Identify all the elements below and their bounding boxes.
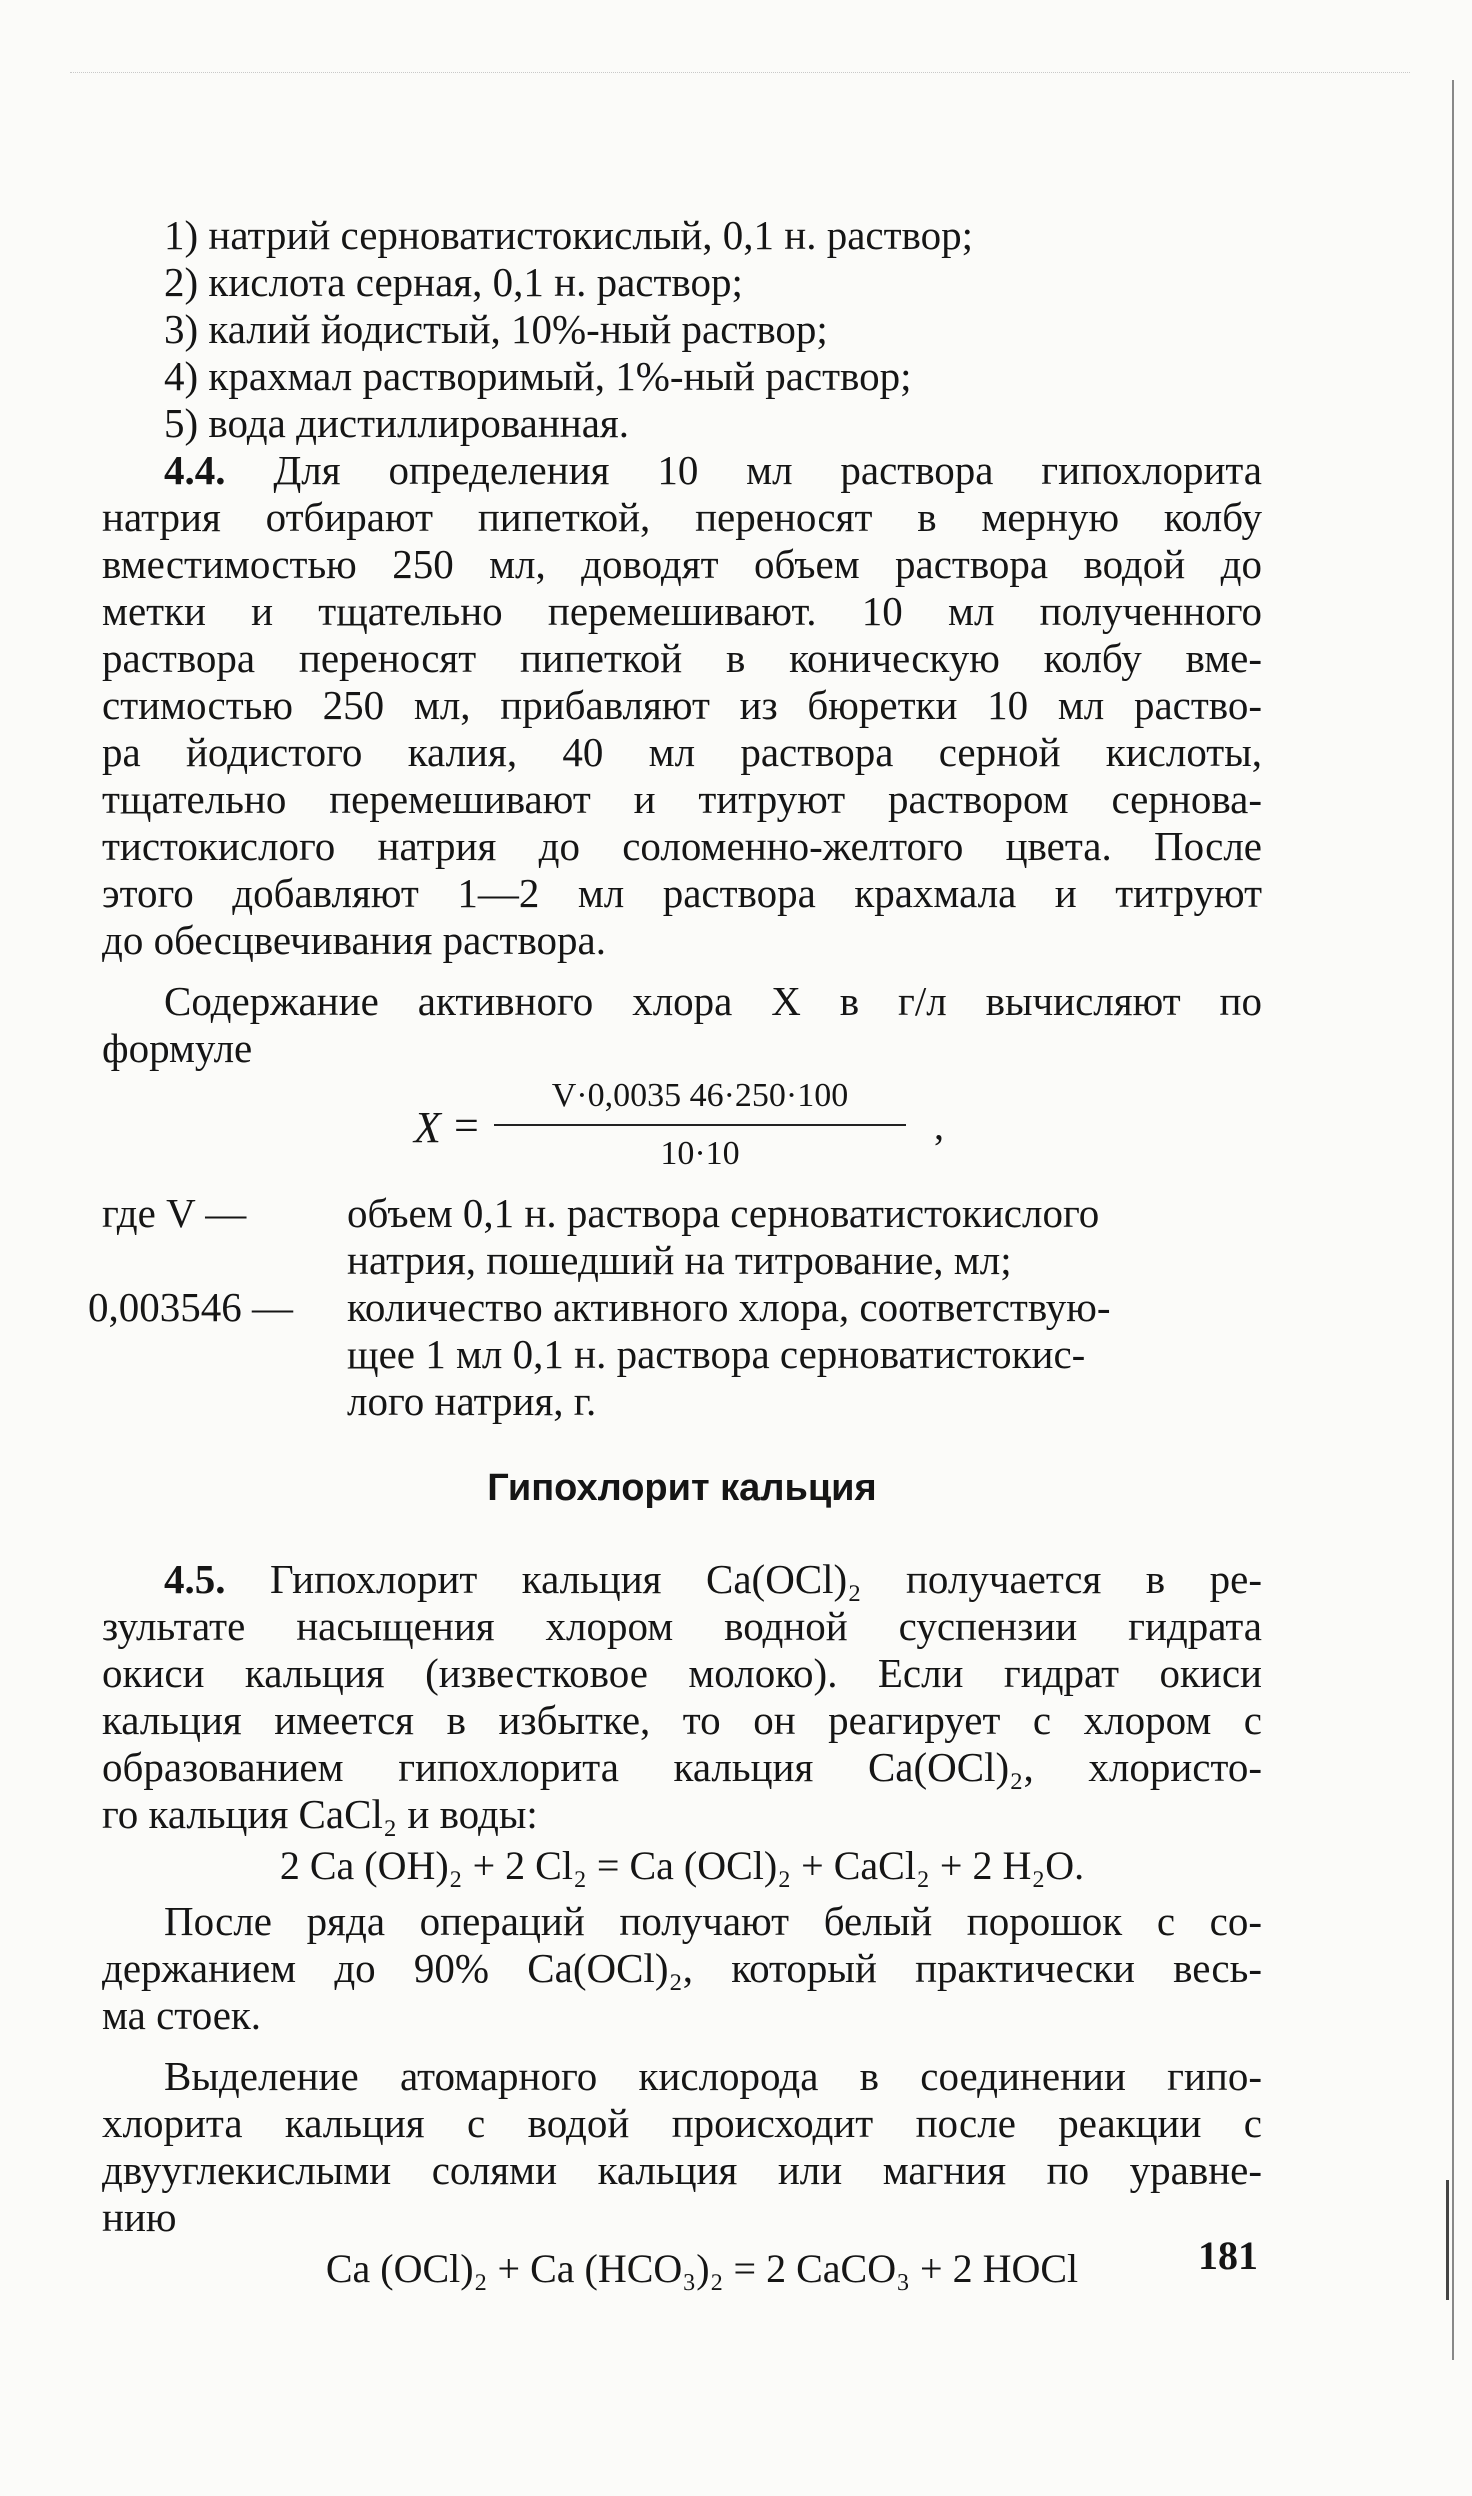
formula-equals: =: [454, 1101, 479, 1150]
section-number: 4.4.: [164, 447, 226, 493]
formula-denominator: 10·10: [660, 1135, 740, 1172]
definition-row: 0,003546 — количество активного хлора, соответствую-: [88, 1284, 1111, 1330]
paragraph-line: Выделение атомарного кислорода в соединении гипо-: [164, 2053, 1262, 2099]
formula-intro-line: формуле: [102, 1025, 253, 1071]
list-item: 3) калий йодистый, 10%-ный раствор;: [164, 306, 828, 352]
paragraph-line: хлорита кальция с водой происходит после реакции с: [102, 2100, 1262, 2146]
section-4-4-line: тщательно перемешивают и титруют раствором сернова-: [102, 776, 1262, 822]
page-edge-mark: [1446, 2180, 1449, 2300]
top-dotted-edge: [70, 72, 1410, 73]
section-4-4-line: 4.4. Для определения 10 мл раствора гипохлорита: [164, 447, 1262, 493]
section-4-5-line: зультате насыщения хлором водной суспензии гидрата: [102, 1603, 1262, 1649]
section-4-4-line: вместимостью 250 мл, доводят объем раствора водой до: [102, 541, 1262, 587]
paragraph-line: держанием до 90% Ca(OCl)₂, который практически весь-: [102, 1945, 1262, 1991]
section-number: 4.5.: [164, 1556, 226, 1602]
section-4-5-line: образованием гипохлорита кальция Ca(OCl)₂, хлористо-: [102, 1744, 1262, 1790]
list-item: 4) крахмал растворимый, 1%-ный раствор;: [164, 353, 912, 399]
list-item: 1) натрий серноватистокислый, 0,1 н. раствор;: [164, 212, 973, 258]
list-item: 5) вода дистиллированная.: [164, 400, 630, 446]
section-4-4-line: тистокислого натрия до соломенно-желтого цвета. После: [102, 823, 1262, 869]
reaction-equation: 2 Ca (OH)₂ + 2 Cl₂ = Ca (OCl)₂ + CaCl₂ + 2 H₂O.: [279, 1843, 1085, 1888]
definition-row: где V — объем 0,1 н. раствора серноватистокислого: [102, 1190, 1100, 1236]
section-heading: Гипохлорит кальция: [487, 1467, 877, 1509]
section-4-5-line: 4.5. Гипохлорит кальция Ca(OCl)₂ получается в ре-: [164, 1556, 1262, 1602]
fraction-bar: [494, 1124, 906, 1126]
section-4-5-line: окиси кальция (известковое молоко). Если гидрат окиси: [102, 1650, 1262, 1696]
formula-intro-line: Содержание активного хлора X в г/л вычисляют по: [164, 978, 1262, 1024]
definition-row: лого натрия, г.: [347, 1378, 597, 1424]
definition-row: натрия, пошедший на титрование, мл;: [347, 1237, 1012, 1283]
formula-variable: X: [414, 1103, 441, 1152]
section-4-5-line: го кальция CaCl₂ и воды:: [102, 1791, 538, 1837]
list-item: 2) кислота серная, 0,1 н. раствор;: [164, 259, 743, 305]
section-4-4-line: ра йодистого калия, 40 мл раствора серной кислоты,: [102, 729, 1262, 775]
page-body: [88, 212, 1262, 2301]
section-4-4-line: натрия отбирают пипеткой, переносят в мерную колбу: [102, 494, 1262, 540]
paragraph-line: После ряда операций получают белый порошок с со-: [164, 1898, 1262, 1944]
reaction-equation: Ca (OCl)₂ + Ca (HCO₃)₂ = 2 CaCO₃ + 2 HOCl: [325, 2246, 1079, 2291]
section-4-4-line: этого добавляют 1—2 мл раствора крахмала и титруют: [102, 870, 1262, 916]
page-number: 181: [1198, 2233, 1258, 2278]
definition-row: щее 1 мл 0,1 н. раствора серноватистокис-: [347, 1331, 1086, 1377]
section-4-4-line: стимостью 250 мл, прибавляют из бюретки 10 мл раство-: [102, 682, 1262, 728]
section-4-5-line: кальция имеется в избытке, то он реагирует с хлором с: [102, 1697, 1262, 1743]
section-4-4-line: метки и тщательно перемешивают. 10 мл полученного: [102, 588, 1262, 634]
formula-comma: ,: [934, 1103, 944, 1148]
paragraph-line: двууглекислыми солями кальция или магния по уравне-: [102, 2147, 1262, 2193]
formula-numerator: V·0,0035 46·250·100: [551, 1077, 849, 1114]
paragraph-line: ма стоек.: [102, 1992, 262, 2038]
section-4-4-line: до обесцвечивания раствора.: [102, 917, 606, 963]
paragraph-line: нию: [102, 2194, 177, 2240]
section-4-4-line: раствора переносят пипеткой в коническую колбу вме-: [102, 635, 1262, 681]
page-edge-line: [1452, 80, 1454, 2360]
formula: [102, 1072, 1262, 1190]
